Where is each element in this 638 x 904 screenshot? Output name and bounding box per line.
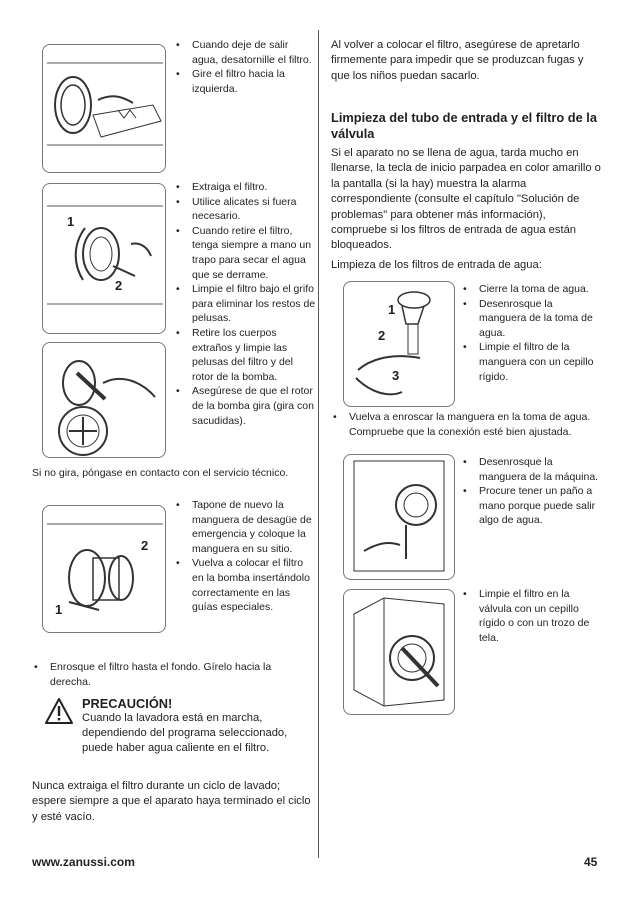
list-item: • Asegúrese de que el rotor de la bomba gira (gira con sacudidas). — [174, 384, 316, 428]
illustration-filter-unscrew — [42, 44, 166, 173]
right-steps-4 — [461, 587, 601, 645]
caution-text: Cuando la lavadora está en marcha, dependiendo del programa seleccionado, puede haber agua caliente en el filtro. — [82, 712, 288, 755]
footer-url[interactable]: www.zanussi.com — [32, 855, 135, 869]
caution-box — [82, 696, 308, 757]
section-subtitle: Limpieza de los filtros de entrada de agua: — [331, 259, 542, 271]
left-steps-3 — [174, 498, 316, 615]
figure-label: 1 — [388, 302, 396, 317]
illustration-filter-clean — [42, 342, 166, 458]
list-item: • Desenrosque la manguera de la máquina. — [461, 455, 601, 484]
section-paragraph: Si el aparato no se llena de agua, tarda mucho en llenarse, la tecla de inicio parpadea en color amarillo o la pantalla (si la hay) muestra la alarma correspondiente (consulte el capítulo "Solución de problemas" para obtener más información), compruebe si los filtros de entrada de agua están bloqueados. — [331, 147, 601, 252]
nunca-text: Nunca extraiga el filtro durante un ciclo de lavado; espere siempre a que el aparato haya terminado el ciclo y esté vacío. — [32, 780, 311, 823]
illustration-filter-remove — [42, 183, 166, 334]
right-steps-2 — [331, 410, 603, 439]
illustration-filter-refit — [42, 505, 166, 633]
figure-label: 1 — [55, 602, 63, 617]
section-heading: Limpieza del tubo de entrada y el filtro de la válvula — [331, 110, 597, 141]
list-item: • Desenrosque la manguera de la toma de agua. — [461, 297, 601, 341]
left-steps-1 — [174, 38, 316, 96]
list-item: • Vuelva a enroscar la manguera en la toma de agua. Compruebe que la conexión esté bien ajustada. — [331, 410, 603, 439]
right-steps-3 — [461, 455, 601, 528]
list-item: • Limpie el filtro de la manguera con un cepillo rígido. — [461, 340, 601, 384]
list-item: • Gire el filtro hacia la izquierda. — [174, 67, 316, 96]
list-item: • Limpie el filtro bajo el grifo para eliminar los restos de pelusas. — [174, 282, 316, 326]
figure-label: 2 — [115, 278, 123, 293]
figure-label: 1 — [67, 214, 75, 229]
list-item: • Vuelva a colocar el filtro en la bomba insertándolo correctamente en las guías especiales. — [174, 556, 316, 614]
caution-icon — [44, 697, 74, 725]
figure-label: 2 — [141, 538, 149, 553]
intro-text: Al volver a colocar el filtro, asegúrese de apretarlo firmemente para impedir que se produzcan fugas y que los niños puedan sacarlo. — [331, 39, 584, 82]
no-gira-text: Si no gira, póngase en contacto con el servicio técnico. — [32, 467, 289, 479]
list-item: • Cuando deje de salir agua, desatornille el filtro. — [174, 38, 316, 67]
list-item: • Cuando retire el filtro, tenga siempre a mano un trapo para secar el agua que se derrame. — [174, 224, 316, 282]
list-item: • Retire los cuerpos extraños y limpie las pelusas del filtro y del rotor de la bomba. — [174, 326, 316, 384]
left-steps-2 — [174, 180, 316, 428]
list-item: • Procure tener un paño a mano porque puede salir algo de agua. — [461, 484, 601, 528]
list-item: • Extraiga el filtro. — [174, 180, 316, 195]
illustration-valve-filter — [343, 589, 455, 715]
page-number: 45 — [584, 855, 598, 869]
list-item: • Utilice alicates si fuera necesario. — [174, 195, 316, 224]
list-item: • Limpie el filtro en la válvula con un cepillo rígido o con un trozo de tela. — [461, 587, 601, 645]
left-steps-4 — [32, 660, 312, 689]
right-steps-1 — [461, 282, 601, 384]
caution-title: PRECAUCIÓN! — [82, 696, 173, 711]
illustration-machine-hose — [343, 454, 455, 580]
list-item: • Cierre la toma de agua. — [461, 282, 601, 297]
figure-label: 3 — [392, 368, 400, 383]
figure-label: 2 — [378, 328, 386, 343]
column-divider — [318, 30, 319, 858]
list-item: • Tapone de nuevo la manguera de desagüe de emergencia y coloque la manguera en su sitio. — [174, 498, 316, 556]
illustration-hose-filter — [343, 281, 455, 407]
list-item: • Enrosque el filtro hasta el fondo. Gírelo hacia la derecha. — [32, 660, 312, 689]
